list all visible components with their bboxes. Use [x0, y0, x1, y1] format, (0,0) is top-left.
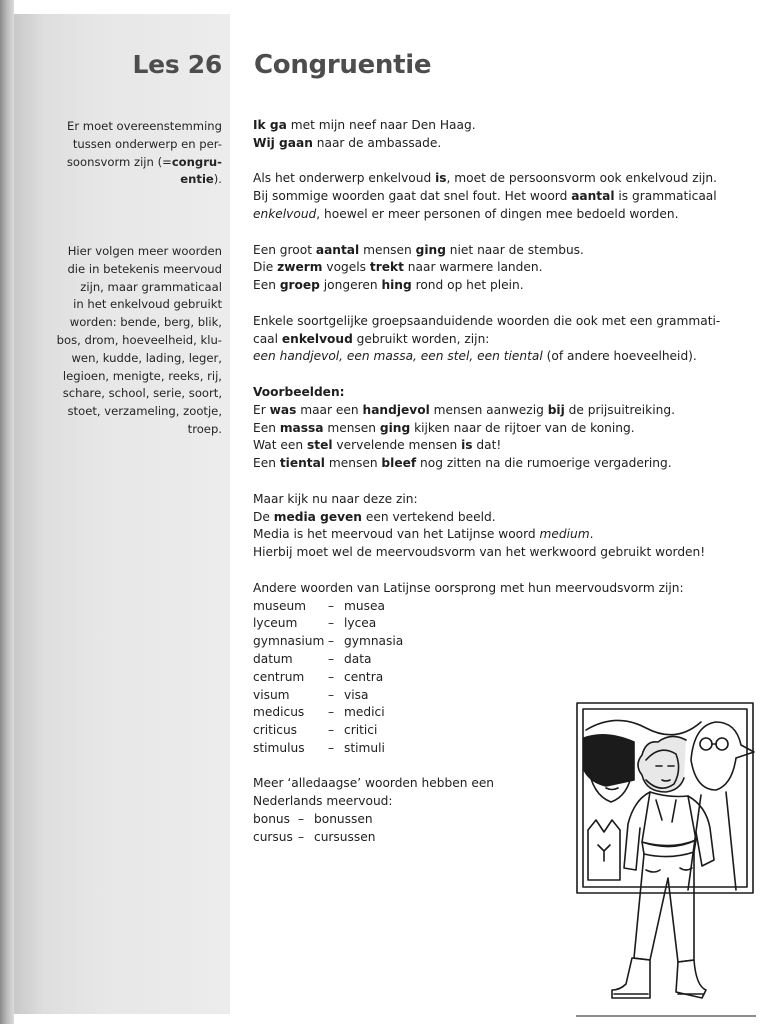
dash: –	[328, 598, 335, 613]
singular-form: gymnasium	[253, 634, 325, 649]
italic-run: een handjevol, een massa, een stel, een tiental	[253, 349, 543, 364]
bold-run: aantal	[571, 189, 615, 204]
bold-run: Wij gaan	[253, 135, 313, 150]
singular-form: centrum	[253, 669, 305, 684]
bold-run: zwerm	[277, 260, 323, 275]
woman-arm-right	[688, 796, 714, 866]
note-line	[46, 368, 222, 386]
bold-run: is	[435, 171, 447, 186]
text-run: Er	[253, 402, 270, 417]
note-line	[46, 171, 222, 189]
bold-run: congru-	[171, 154, 222, 169]
bold-run: trekt	[369, 260, 404, 275]
bold-run: Voorbeelden:	[253, 384, 345, 399]
note-line	[46, 136, 222, 154]
text-run: Een groot	[253, 242, 316, 257]
latin-word-pair	[253, 669, 753, 687]
text-run: Media is het meervoud van het Latijnse woord	[253, 527, 540, 542]
text-run: , moet de persoonsvorm ook enkelvoud zijn.	[446, 171, 717, 186]
text-run: .	[589, 527, 594, 542]
text-run: legioen, menigte, reeks, rij,	[62, 368, 222, 383]
bold-run: hing	[381, 278, 412, 293]
bold-run: handjevol	[362, 402, 430, 417]
explanation-blocks	[253, 117, 753, 580]
text-run: Die	[253, 260, 278, 275]
text-line	[253, 242, 753, 260]
note-line	[46, 421, 222, 439]
text-run: Hierbij moet wel de meervoudsvorm van het werkwoord gebruikt worden!	[253, 545, 706, 560]
sidebar-note-congruentie	[46, 118, 222, 189]
text-run: maar een	[296, 402, 363, 417]
lesson-number: Les 26	[132, 50, 222, 79]
plural-form: critici	[344, 723, 378, 738]
text-line	[253, 544, 753, 562]
text-run: Een	[253, 420, 280, 435]
woman-boot-left	[612, 958, 650, 998]
text-run: ).	[213, 172, 222, 187]
text-run: een vertekend beeld.	[361, 509, 496, 524]
text-run: kijken naar de rijtoer van de koning.	[410, 420, 635, 435]
singular-form: criticus	[253, 723, 298, 738]
woman-jeans	[634, 852, 694, 962]
text-run: naar warmere landen.	[403, 260, 543, 275]
singular-form: museum	[253, 598, 307, 613]
bold-run: ging	[415, 242, 446, 257]
plural-form: cursussen	[314, 829, 376, 844]
dash: –	[328, 634, 335, 649]
text-line	[253, 206, 753, 224]
text-run: stoet, verzameling, zootje,	[67, 404, 222, 419]
note-line	[46, 385, 222, 403]
text-line	[253, 348, 753, 366]
plural-form: centra	[344, 669, 384, 684]
plural-form: lycea	[344, 616, 377, 631]
note-line	[46, 154, 222, 172]
note-line	[46, 118, 222, 136]
dash: –	[328, 651, 335, 666]
text-run: vogels	[322, 260, 370, 275]
text-run: Maar kijk nu naar deze zin:	[253, 491, 418, 506]
text-run: Een	[253, 278, 280, 293]
spacer	[253, 366, 753, 384]
text-run: worden: bende, berg, blik,	[69, 315, 222, 330]
text-line	[253, 188, 753, 206]
spacer	[253, 153, 753, 171]
text-line	[253, 437, 753, 455]
bold-run: massa	[279, 420, 324, 435]
text-run: troep.	[187, 421, 222, 436]
note-line	[46, 243, 222, 261]
text-line	[253, 420, 753, 438]
text-run: Als het onderwerp enkelvoud	[253, 171, 436, 186]
bold-run: media geven	[273, 509, 362, 524]
bold-run: entie	[180, 172, 214, 187]
text-run: zijn, maar grammaticaal	[80, 279, 222, 294]
singular-form: visum	[253, 687, 290, 702]
spacer	[253, 473, 753, 491]
text-run: tussen onderwerp en per-	[72, 136, 222, 151]
text-run: mensen	[325, 456, 382, 471]
text-line	[253, 402, 753, 420]
text-run: De	[253, 509, 274, 524]
latin-intro: Andere woorden van Latijnse oorsprong met hun meervoudsvorm zijn:	[253, 580, 684, 595]
text-run: vervelende mensen	[332, 438, 462, 453]
dash: –	[328, 687, 335, 702]
page-title: Congruentie	[254, 50, 432, 80]
latin-word-pair	[253, 651, 753, 669]
dash: –	[328, 705, 335, 720]
text-run: caal	[253, 331, 282, 346]
latin-word-pair	[253, 633, 753, 651]
text-run: Hier volgen meer woorden	[67, 244, 222, 258]
dutch-intro-line: Meer ‘alledaagse’ woorden hebben een	[253, 776, 495, 791]
note-line	[46, 261, 222, 279]
sidebar-note-group-words	[46, 243, 222, 439]
text-run: naar de ambassade.	[312, 135, 442, 150]
note-line	[46, 296, 222, 314]
text-run: die in betekenis meervoud	[67, 261, 222, 276]
text-line	[253, 277, 753, 295]
text-run: Enkele soortgelijke groepsaanduidende woorden die ook met een grammati-	[253, 313, 721, 328]
bald-man-head	[691, 722, 754, 790]
dash: –	[328, 669, 335, 684]
text-line	[253, 455, 753, 473]
singular-form: cursus	[253, 829, 293, 844]
latin-word-pair	[253, 615, 753, 633]
dash: –	[298, 829, 305, 844]
text-run: (of andere hoeveelheid).	[542, 349, 697, 364]
text-run: mensen	[323, 420, 380, 435]
italic-run: medium	[539, 527, 590, 542]
text-line	[253, 170, 753, 188]
bold-run: ging	[379, 420, 411, 435]
text-line	[253, 117, 753, 135]
plural-form: gymnasia	[344, 634, 404, 649]
text-line	[253, 384, 753, 402]
note-line	[46, 279, 222, 297]
text-line	[253, 135, 753, 153]
singular-form: stimulus	[253, 740, 305, 755]
bold-run: enkelvoud	[281, 331, 353, 346]
plural-form: visa	[344, 687, 369, 702]
dash: –	[328, 616, 335, 631]
text-run: Er moet overeenstemming	[67, 119, 222, 133]
text-run: dat!	[472, 438, 502, 453]
bold-run: groep	[279, 278, 320, 293]
text-line	[253, 331, 753, 349]
woman-arm-left	[624, 792, 650, 870]
note-line	[46, 314, 222, 332]
latin-word-pair	[253, 598, 753, 616]
spacer	[253, 295, 753, 313]
text-line	[253, 491, 753, 509]
text-run: in het enkelvoud gebruikt	[73, 297, 222, 312]
dash: –	[328, 740, 335, 755]
italic-run: enkelvoud	[253, 206, 317, 221]
text-run: , hoewel er meer personen of dingen mee bedoeld worden.	[316, 206, 679, 221]
bold-run: bij	[547, 402, 565, 417]
text-line	[253, 313, 753, 331]
text-line	[253, 526, 753, 544]
text-run: mensen	[359, 242, 416, 257]
bold-run: stel	[307, 438, 333, 453]
text-run: nog zitten na die rumoerige vergadering.	[416, 456, 672, 471]
note-line	[46, 350, 222, 368]
singular-form: medicus	[253, 705, 305, 720]
text-run: gebruikt worden, zijn:	[352, 331, 490, 346]
cartoon-illustration	[576, 700, 756, 1018]
dash: –	[328, 723, 335, 738]
spacer	[253, 224, 753, 242]
bold-run: was	[269, 402, 297, 417]
singular-form: lyceum	[253, 616, 298, 631]
text-line	[253, 509, 753, 527]
note-line	[46, 403, 222, 421]
painting-sky-line	[586, 720, 701, 734]
singular-form: datum	[253, 651, 293, 666]
text-run: niet naar de stembus.	[445, 242, 584, 257]
bold-run: is	[461, 438, 473, 453]
dutch-intro-line: Nederlands meervoud:	[253, 794, 393, 809]
text-run: rond op het plein.	[411, 278, 524, 293]
plural-form: medici	[344, 705, 385, 720]
plural-form: stimuli	[344, 740, 385, 755]
text-run: wen, kudde, lading, leger,	[71, 350, 222, 365]
bold-run: Ik ga	[253, 118, 287, 132]
text-run: Wat een	[253, 438, 307, 453]
woman-boot-right	[676, 960, 706, 998]
text-run: jongeren	[319, 278, 382, 293]
text-run: bos, drom, hoeveelheid, klu-	[56, 332, 222, 347]
text-run: de prijsuitreiking.	[564, 402, 675, 417]
text-run: mensen aanwezig	[429, 402, 548, 417]
spacer	[253, 562, 753, 580]
bold-run: tiental	[279, 456, 325, 471]
text-run: met mijn neef naar Den Haag.	[286, 118, 476, 132]
plural-form: data	[344, 651, 372, 666]
text-run: soonsvorm zijn (=	[66, 154, 172, 169]
text-line	[253, 259, 753, 277]
text-run: Bij sommige woorden gaat dat snel fout. Het woord	[253, 189, 572, 204]
plural-form: musea	[344, 598, 385, 613]
text-run: is grammaticaal	[614, 189, 717, 204]
bold-run: bleef	[381, 456, 417, 471]
bold-run: aantal	[315, 242, 360, 257]
plural-form: bonussen	[314, 812, 373, 827]
note-line	[46, 332, 222, 350]
dash: –	[298, 812, 305, 827]
singular-form: bonus	[253, 812, 290, 827]
text-run: schare, school, serie, soort,	[62, 386, 222, 401]
scan-edge-shadow	[0, 0, 14, 1024]
top-margin	[14, 0, 230, 14]
woman-shirt	[642, 792, 696, 846]
text-run: Een	[253, 456, 280, 471]
